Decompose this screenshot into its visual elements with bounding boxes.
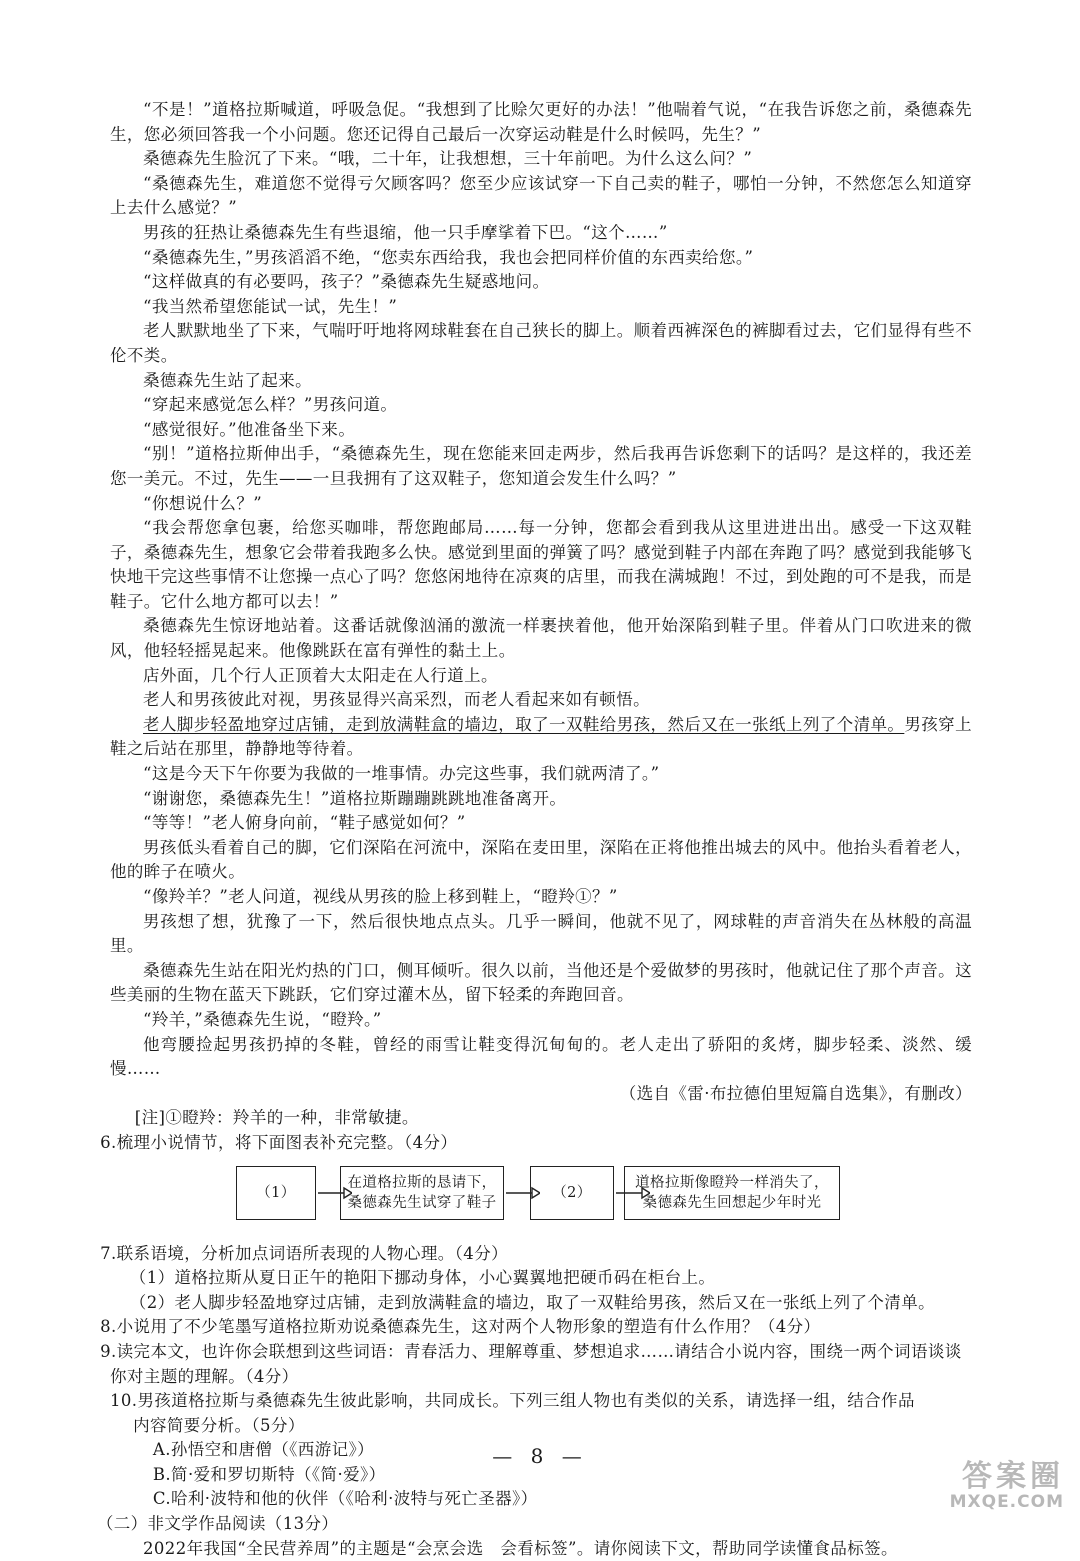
story-paragraph: “别！”道格拉斯伸出手，“桑德森先生，现在您能来回走两步，然后我再告诉您剩下的话吗？是这样的，我还差您一美元。不过，先生——一旦我拥有了这双鞋子，您知道会发生什么吗？” (110, 444, 972, 488)
source-citation: （选自《雷·布拉德伯里短篇自选集》，有删改） (619, 1083, 972, 1103)
watermark-logo-text: 答案圈 (962, 1459, 1064, 1494)
flow-box-blank-1: （1） (236, 1166, 316, 1220)
question-8: 8.小说用了不少笔墨写道格拉斯劝说桑德森先生，这对两个人物形象的塑造有什么作用？（4分） (100, 1317, 821, 1337)
underlined-paragraph (110, 713, 972, 762)
question-9: 9.读完本文，也许你会联想到这些词语：青春活力、理解尊重、梦想追求……请结合小说内容，围绕一两个词语谈谈你对主题的理解。（4分） (100, 1341, 962, 1386)
story-paragraph: 桑德森先生脸沉了下来。“哦，二十年，让我想想，三十年前吧。为什么这么问？” (143, 149, 753, 169)
question-7: 7.联系语境，分析加点词语所表现的人物心理。（4分） (100, 1243, 508, 1263)
story-paragraph: “你想说什么？” (143, 493, 263, 513)
watermark-logo (894, 1459, 1064, 1512)
question-7-part-1: （1）道格拉斯从夏日正午的艳阳下挪动身体，小心翼翼地把硬币码在柜台上。 (129, 1268, 716, 1288)
story-paragraph: “这样做真的有必要吗，孩子？”桑德森先生疑惑地问。 (143, 272, 550, 292)
option-b: B.简·爱和罗切斯特（《简·爱》） (152, 1464, 386, 1484)
section-heading: （二）非文学作品阅读（13分） (96, 1514, 339, 1534)
flow-box-blank-2: （2） (530, 1166, 614, 1220)
story-paragraph: “等等！”老人俯身向前，“鞋子感觉如何？” (143, 813, 466, 833)
story-paragraph: 男孩的狂热让桑德森先生有些退缩，他一只手摩挲着下巴。“这个……” (143, 222, 668, 242)
question-7-part-2: （2）老人脚步轻盈地穿过店铺，走到放满鞋盒的墙边，取了一双鞋给男孩，然后又在一张纸上列了个清单。 (129, 1292, 935, 1312)
story-paragraph: 男孩低头看着自己的脚，它们深陷在河流中，深陷在麦田里，深陷在正将他推出城去的风中。他抬头看着老人，他的眸子在喷火。 (110, 837, 972, 882)
story-paragraph: 桑德森先生惊讶地站着。这番话就像汹涌的激流一样裹挟着他，他开始深陷到鞋子里。伴着从门口吹进来的微风，他轻轻摇晃起来。他像跳跃在富有弹性的黏土上。 (110, 616, 972, 661)
story-paragraph: “像羚羊？”老人问道，视线从男孩的脸上移到鞋上，“瞪羚①？” (143, 887, 618, 906)
story-paragraph: “不是！”道格拉斯喊道，呼吸急促。“我想到了比赊欠更好的办法！”他喘着气说，“在我告诉您之前，桑德森先生，您必须回答我一个小问题。您还记得自己最后一次穿运动鞋是什么时候吗，先生？” (110, 100, 972, 144)
question-10-line-1: 10.男孩道格拉斯与桑德森先生彼此影响，共同成长。下列三组人物也有类似的关系，请选择一组，结合作品 (110, 1391, 915, 1411)
story-paragraph: “桑德森先生，难道您不觉得亏欠顾客吗？您至少应该试穿一下自己卖的鞋子，哪怕一分钟，不然您怎么知道穿上去什么感觉？” (110, 173, 972, 218)
plot-flowchart (110, 1166, 972, 1236)
question-6: 6.梳理小说情节，将下面图表补充完整。（4分） (100, 1132, 458, 1152)
question-10-line-2: 内容简要分析。（5分） (133, 1415, 305, 1435)
watermark-url: MXQE.COM (949, 1492, 1064, 1512)
story-paragraph: “感觉很好。”他准备坐下来。 (143, 419, 356, 439)
reading-passage (96, 98, 972, 1561)
story-paragraph: “我当然希望您能试一试，先生！” (143, 296, 398, 316)
story-paragraph: “我会帮您拿包裹，给您买咖啡，帮您跑邮局……每一分钟，您都会看到我从这里进进出出。感受一下这双鞋子，桑德森先生，想象它会带着我跑多么快。感觉到里面的弹簧了吗？感觉到鞋子内部在奔跑了吗？感觉到我能够飞快地干完这些事情不让您操一点心了吗？您悠闲地待在凉爽的店里，而我在满城跑！不过，到处跑的可不是我，而是鞋子。它什么地方都可以去！” (110, 518, 972, 611)
flow-box-2: 在道格拉斯的恳请下，桑德森先生试穿了鞋子 (340, 1166, 504, 1220)
option-a: A.孙悟空和唐僧（《西游记》） (152, 1440, 375, 1460)
flow-box-4: 道格拉斯像瞪羚一样消失了，桑德森先生回想起少年时光 (624, 1166, 840, 1220)
paragraph-rest: 男孩穿上鞋之后站在那里，静静地等待着。 (110, 714, 972, 759)
footnote: [注]①瞪羚：羚羊的一种，非常敏捷。 (134, 1108, 419, 1128)
underlined-sentence: 老人脚步轻盈地穿过店铺，走到放满鞋盒的墙边，取了一双鞋给男孩，然后又在一张纸上列了个清单。 (143, 714, 905, 734)
story-paragraph: “桑德森先生，”男孩滔滔不绝，“您卖东西给我，我也会把同样价值的东西卖给您。” (143, 247, 754, 267)
story-paragraph: 桑德森先生站了起来。 (143, 370, 312, 390)
story-paragraph: 老人和男孩彼此对视，男孩显得兴高采烈，而老人看起来如有顿悟。 (143, 690, 650, 710)
story-paragraph: 老人默默地坐了下来，气喘吁吁地将网球鞋套在自己狭长的脚上。顺着西裤深色的裤脚看过去，它们显得有些不伦不类。 (110, 321, 972, 365)
story-paragraph: “穿起来感觉怎么样？”男孩问道。 (143, 395, 398, 415)
story-paragraph: 桑德森先生站在阳光灼热的门口，侧耳倾听。很久以前，当他还是个爱做梦的男孩时，他就记住了那个声音。这些美丽的生物在蓝天下跳跃，它们穿过灌木丛，留下轻柔的奔跑回音。 (110, 960, 972, 1005)
page-number: — 8 — (492, 1444, 588, 1468)
option-c: C.哈利·波特和他的伙伴（《哈利·波特与死亡圣器》） (152, 1489, 538, 1509)
story-paragraph: 男孩想了想，犹豫了一下，然后很快地点点头。几乎一瞬间，他就不见了，网球鞋的声音消失在丛林般的高温里。 (110, 911, 972, 956)
story-paragraph: “羚羊，”桑德森先生说，“瞪羚。” (143, 1009, 382, 1029)
story-paragraph: “谢谢您，桑德森先生！”道格拉斯蹦蹦跳跳地准备离开。 (143, 788, 567, 808)
question-10 (110, 1389, 972, 1438)
story-paragraph: “这是今天下午你要为我做的一堆事情。办完这些事，我们就两清了。” (143, 764, 660, 784)
story-paragraph: 他弯腰捡起男孩扔掉的冬鞋，曾经的雨雪让鞋变得沉甸甸的。老人走出了骄阳的炙烤，脚步轻柔、淡然、缓慢…… (110, 1034, 972, 1079)
section-intro: 2022年我国“全民营养周”的主题是“会烹会选 会看标签”。请你阅读下文，帮助同学读懂食品标签。 (143, 1538, 898, 1558)
story-paragraph: 店外面，几个行人正顶着大太阳走在人行道上。 (143, 665, 498, 685)
